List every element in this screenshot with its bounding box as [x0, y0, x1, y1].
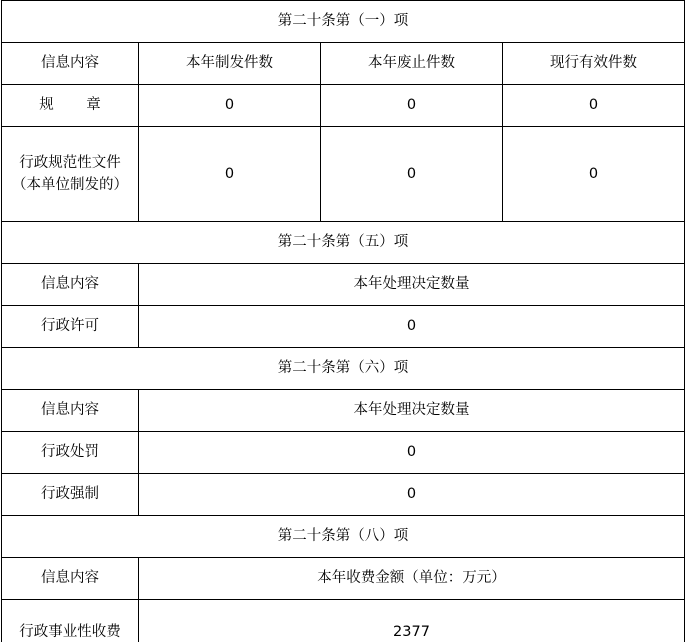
header-cell-info-content-1: 信息内容: [2, 43, 139, 85]
section-title-2: 第二十条第（五）项: [2, 222, 685, 264]
table-header-row: [2, 558, 685, 600]
section-title-1: 第二十条第（一）项: [2, 1, 685, 43]
header-cell-issued-count: 本年制发件数: [139, 43, 321, 85]
row-label-normative-documents: 行政规范性文件（本单位制发的）: [2, 127, 139, 222]
section-title-3: 第二十条第（六）项: [2, 348, 685, 390]
row-value-administrative-fees: 2377: [139, 600, 685, 642]
section-title-row: [2, 348, 685, 390]
header-cell-info-content-3: 信息内容: [2, 390, 139, 432]
header-cell-fee-amount: 本年收费金额（单位：万元）: [139, 558, 685, 600]
table-header-row: [2, 390, 685, 432]
row-value-normative-effective: 0: [503, 127, 685, 222]
table-row: [2, 127, 685, 222]
header-cell-decisions-count-3: 本年处理决定数量: [139, 390, 685, 432]
header-cell-effective-count: 现行有效件数: [503, 43, 685, 85]
table-row: [2, 432, 685, 474]
row-value-regulations-effective: 0: [503, 85, 685, 127]
table-row: [2, 600, 685, 642]
header-cell-info-content-2: 信息内容: [2, 264, 139, 306]
header-cell-decisions-count-2: 本年处理决定数量: [139, 264, 685, 306]
table-row: [2, 474, 685, 516]
header-cell-info-content-4: 信息内容: [2, 558, 139, 600]
section-title-row: [2, 516, 685, 558]
row-value-normative-abolished: 0: [321, 127, 503, 222]
row-value-normative-issued: 0: [139, 127, 321, 222]
row-label-administrative-penalty: 行政处罚: [2, 432, 139, 474]
row-label-administrative-enforcement: 行政强制: [2, 474, 139, 516]
row-label-regulations: 规 章: [2, 85, 139, 127]
section-title-4: 第二十条第（八）项: [2, 516, 685, 558]
table-row: [2, 85, 685, 127]
row-value-administrative-license: 0: [139, 306, 685, 348]
row-value-administrative-enforcement: 0: [139, 474, 685, 516]
row-value-administrative-penalty: 0: [139, 432, 685, 474]
section-title-row: [2, 1, 685, 43]
section-title-row: [2, 222, 685, 264]
table-header-row: [2, 264, 685, 306]
row-value-regulations-issued: 0: [139, 85, 321, 127]
row-value-regulations-abolished: 0: [321, 85, 503, 127]
row-label-administrative-fees: 行政事业性收费: [2, 600, 139, 642]
row-label-administrative-license: 行政许可: [2, 306, 139, 348]
table-row: [2, 306, 685, 348]
table-header-row: [2, 43, 685, 85]
header-cell-abolished-count: 本年废止件数: [321, 43, 503, 85]
government-disclosure-table: [1, 0, 685, 642]
